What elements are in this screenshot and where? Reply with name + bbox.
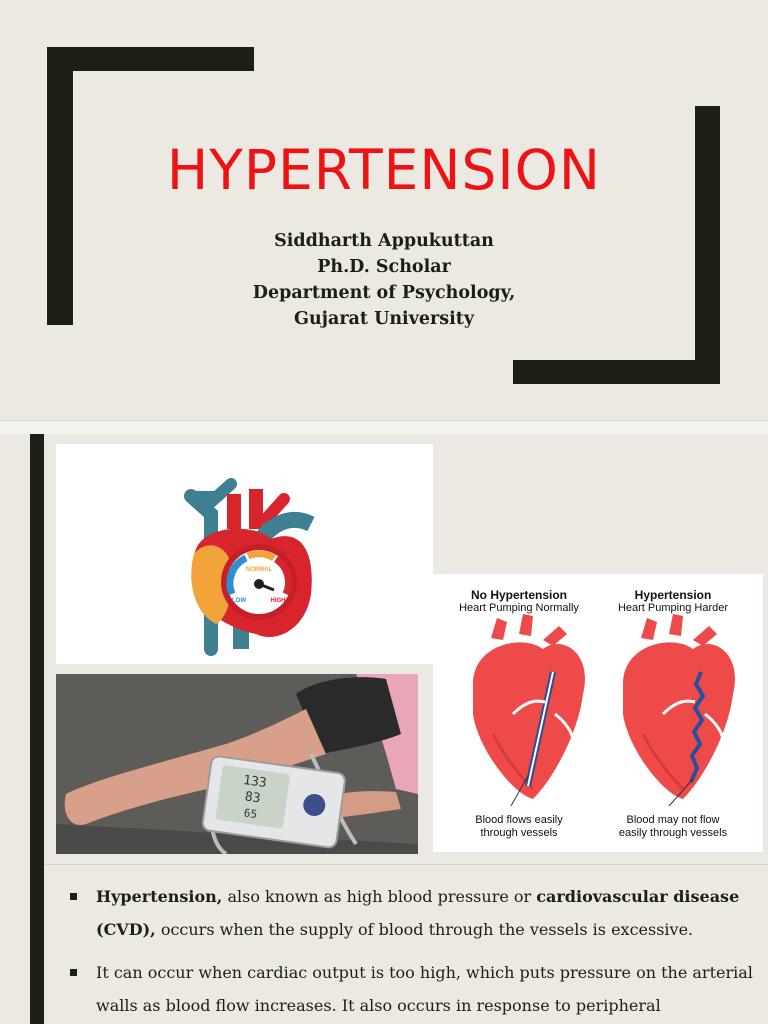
- content-separator: [44, 864, 768, 865]
- monitor-reading-pulse: 65: [242, 806, 258, 822]
- term-hypertension: Hypertension,: [96, 887, 223, 906]
- right-heart-caption: [603, 814, 743, 840]
- left-caption-line-1: Blood flows easily: [475, 814, 563, 826]
- author-block: [0, 228, 768, 332]
- bullet-text: also known as high blood pressure or: [222, 887, 537, 906]
- heart-pumping-harder-label: Heart Pumping Harder: [617, 602, 729, 614]
- bullet-item-cause: [70, 956, 760, 1022]
- bullet-list: [70, 880, 760, 1024]
- author-name: Siddharth Appukuttan: [274, 231, 494, 251]
- hypertension-heart-icon: [623, 614, 735, 806]
- left-caption-line-2: through vessels: [480, 827, 558, 839]
- slide-title: HYPERTENSION: [166, 138, 602, 202]
- hypertension-label: Hypertension: [634, 588, 712, 602]
- gauge-label-high: HIGH: [270, 598, 286, 604]
- normal-heart-icon: [473, 614, 585, 806]
- slide-side-bar: [30, 434, 44, 1024]
- author-department: Department of Psychology,: [252, 283, 516, 303]
- heart-gauge-illustration: [56, 444, 433, 664]
- right-caption-line-2: easily through vessels: [618, 827, 728, 839]
- gauge-label-low: LOW: [232, 598, 246, 604]
- bullet-text: It can occur when cardiac output is too high, which puts pressure on the arterial walls as blood flow increases. It also occurs in response to peripheral: [96, 963, 753, 1015]
- monitor-reading-diastolic: 83: [243, 789, 262, 807]
- heart-comparison-diagram: [433, 574, 763, 852]
- corner-bracket-bottom-right: [513, 360, 720, 384]
- no-hypertension-label: No Hypertension: [470, 588, 567, 602]
- blood-pressure-monitor-photo: [56, 674, 418, 854]
- bullet-text: occurs when the supply of blood through the vessels is excessive.: [155, 920, 694, 939]
- corner-bracket-top-left: [47, 47, 254, 71]
- right-caption-line-1: Blood may not flow: [626, 814, 720, 826]
- heart-pumping-normally-label: Heart Pumping Normally: [459, 602, 579, 614]
- title-slide: [0, 0, 768, 420]
- left-heart-caption: [449, 814, 589, 840]
- gauge-label-normal: NORMAL: [245, 567, 273, 573]
- content-slide: [0, 434, 768, 1024]
- author-university: Gujarat University: [294, 309, 474, 329]
- bullet-square-icon: [70, 969, 77, 976]
- bullet-item-definition: [70, 880, 760, 946]
- term-cvd: cardiovascular disease (CVD),: [96, 887, 740, 939]
- bullet-square-icon: [70, 893, 77, 900]
- monitor-reading-systolic: 133: [242, 772, 268, 792]
- author-degree: Ph.D. Scholar: [317, 257, 451, 277]
- slide-divider: [0, 420, 768, 434]
